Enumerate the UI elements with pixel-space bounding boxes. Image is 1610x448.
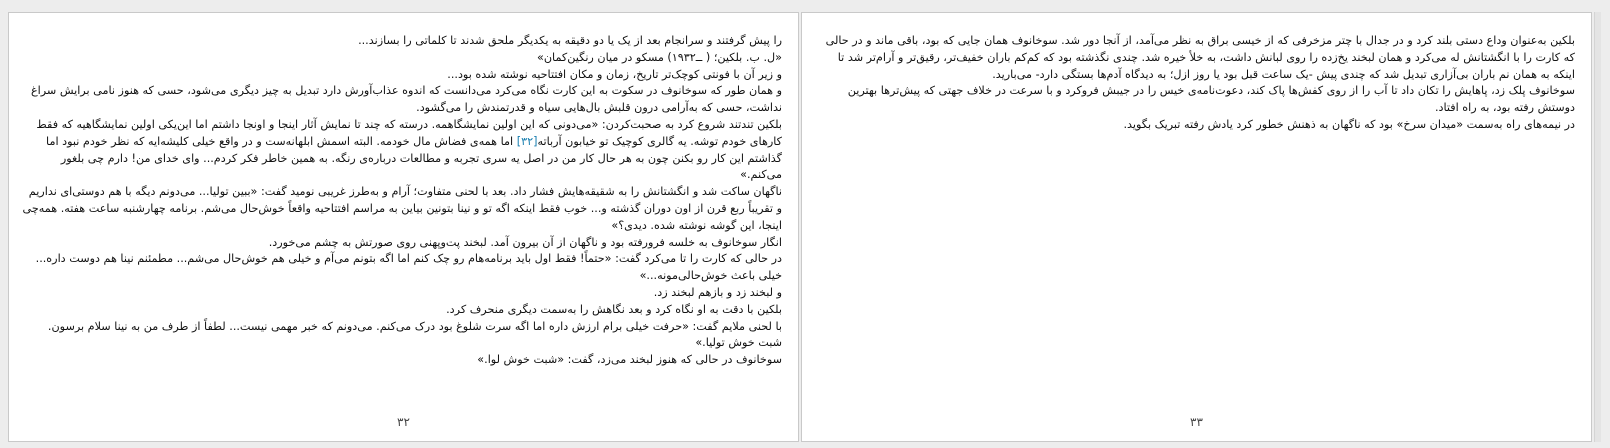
- paragraph: را پیش گرفتند و سرانجام بعد از یک یا دو دقیقه به یکدیگر ملحق شدند تا کلماتی را بسازند...: [358, 34, 782, 47]
- paragraph: با لحنی ملایم گفت: «حرفت خیلی برام ارزش داره اما اگه سرت شلوغ بود درک می‌کنم. می‌دونم که خبر مهمی نیست... لطفاً از طرف من به نینا سلام برسون. شبت خوش تولیا.»: [47, 319, 782, 350]
- page-left: [8, 12, 799, 442]
- page-right-text: [814, 33, 1575, 134]
- paragraph-with-footnote: [21, 117, 782, 184]
- page-right: [801, 12, 1592, 442]
- paragraph: انگار سوخانوف به خلسه فرورفته بود و ناگهان از آن بیرون آمد. لبخند پت‌وپهنی روی صورتش به چشم می‌خورد.: [268, 235, 782, 249]
- footnote-link[interactable]: [۳۲]: [516, 134, 538, 148]
- paragraph: بلکین با دقت به او نگاه کرد و بعد نگاهش را به‌سمت دیگری منحرف کرد.: [446, 302, 782, 316]
- paragraph-text: اما همه‌ی فضاش مال خودمه. البته اسمش ابلهانه‌ست و در واقع خیلی کلیشه‌ایه که نظر خودم نبود اما گذاشتم این کار رو بکنن چون به هر حال کار من در اصل یه سری تجربه و مطالعات درباره‌ی رنگه. به همین خاطر فکر کردم... وای خدای من! دارم چی بلغور می‌کنم.»: [46, 134, 782, 182]
- paragraph: در نیمه‌های راه به‌سمت «میدان سرخ» بود که ناگهان به ذهنش خطور کرد یادش رفته تبریک بگوید.: [1123, 117, 1575, 131]
- paragraph: سوخانوف پلک زد، پاهایش را تکان داد تا آب را از روی کفش‌ها پاک کند، دعوت‌نامه‌ی خیس را در جیبش فروکرد و با سرعت در خلاف جهتی که پیش‌ترها بهترین دوستش رفته بود، به راه افتاد.: [847, 84, 1575, 115]
- page-number: ۳۳: [1190, 415, 1203, 429]
- scroll-edge[interactable]: [1594, 12, 1601, 442]
- paragraph: و همان طور که سوخانوف در سکوت به این کارت نگاه می‌کرد می‌دانست که اندوه عذاب‌آورش دارد تبدیل به چیز دیگری می‌شود، حسی که هنوز نامی برایش سراغ نداشت، حسی که به‌آرامی درون قلبش بال‌هایی سیاه و قدرتمندش را می‌گشود.: [30, 84, 782, 115]
- paragraph: و لبخند زد و بازهم لبخند زد.: [653, 285, 782, 299]
- page-left-text: [21, 33, 782, 369]
- paragraph: بلکین به‌عنوان وداع دستی بلند کرد و در جدال با چتر مزخرفی که از خیسی براق به نظر می‌آمد، از آنجا دور شد. سوخانوف همان جایی که بود، باقی ماند و در حالی که کارت را با انگشتانش له می‌کرد و همان لبخند یخ‌زده را روی لبانش داشت، به خلأ خیره شد. چندی نگذشته بود که کم‌کم باران خفیف‌تر، رقیق‌تر و آرام‌تر شد تا اینکه به همان نم باران بی‌آزاری تبدیل شد که چندی پیش -یک ساعت قبل بود یا روز ازل؛ به دیدگاه آدم‌ها بستگی دارد- می‌بارید.: [825, 34, 1575, 81]
- paragraph: ناگهان ساکت شد و انگشتانش را به شقیقه‌هایش فشار داد. بعد با لحنی متفاوت؛ آرام و به‌طرز غریبی نومید گفت: «ببین تولیا... می‌دونم دیگه با هم دوستی‌ای نداریم و تقریباً ربع قرن از اون دوران گذشته و... خوب فقط اینکه اگه تو و نینا بتونین بیاین به مراسم افتتاحیه واقعاً خوش‌حال می‌شم. برنامه چهارشنبه ساعت هفته. همه‌چی اینجا، این گوشه نوشته شده. دیدی؟»: [22, 185, 782, 232]
- paragraph-text: بلکین تندتند شروع کرد به صحبت‌کردن: «می‌دونی که این اولین نمایشگاهمه. درسته که چند تا نمایش آثار اینجا و اونجا داشتم اما این‌یکی اولین نمایشگاهیه که فقط کارهای خودم توشه. یه گالری کوچیک تو خیابون آرباته: [36, 117, 782, 148]
- page-number: ۳۲: [397, 415, 410, 429]
- paragraph: «ل. ب. بلکین؛ ( ــ۱۹۳۲) مسکو در میان رنگین‌کمان»: [536, 50, 782, 64]
- paragraph: و زیر آن با فونتی کوچک‌تر تاریخ، زمان و مکان افتتاحیه نوشته شده بود...: [447, 67, 782, 81]
- paragraph: سوخانوف در حالی که هنوز لبخند می‌زد، گفت: «شبت خوش لوا.»: [477, 353, 782, 367]
- paragraph: در حالی که کارت را تا می‌کرد گفت: «حتماً! فقط اول باید برنامه‌هام رو چک کنم اما اگه بتونم می‌آم و خیلی هم خوش‌حال می‌شم... مطمئنم نینا هم دوست داره... خیلی باعث خوش‌حالی‌مونه...»: [35, 252, 782, 283]
